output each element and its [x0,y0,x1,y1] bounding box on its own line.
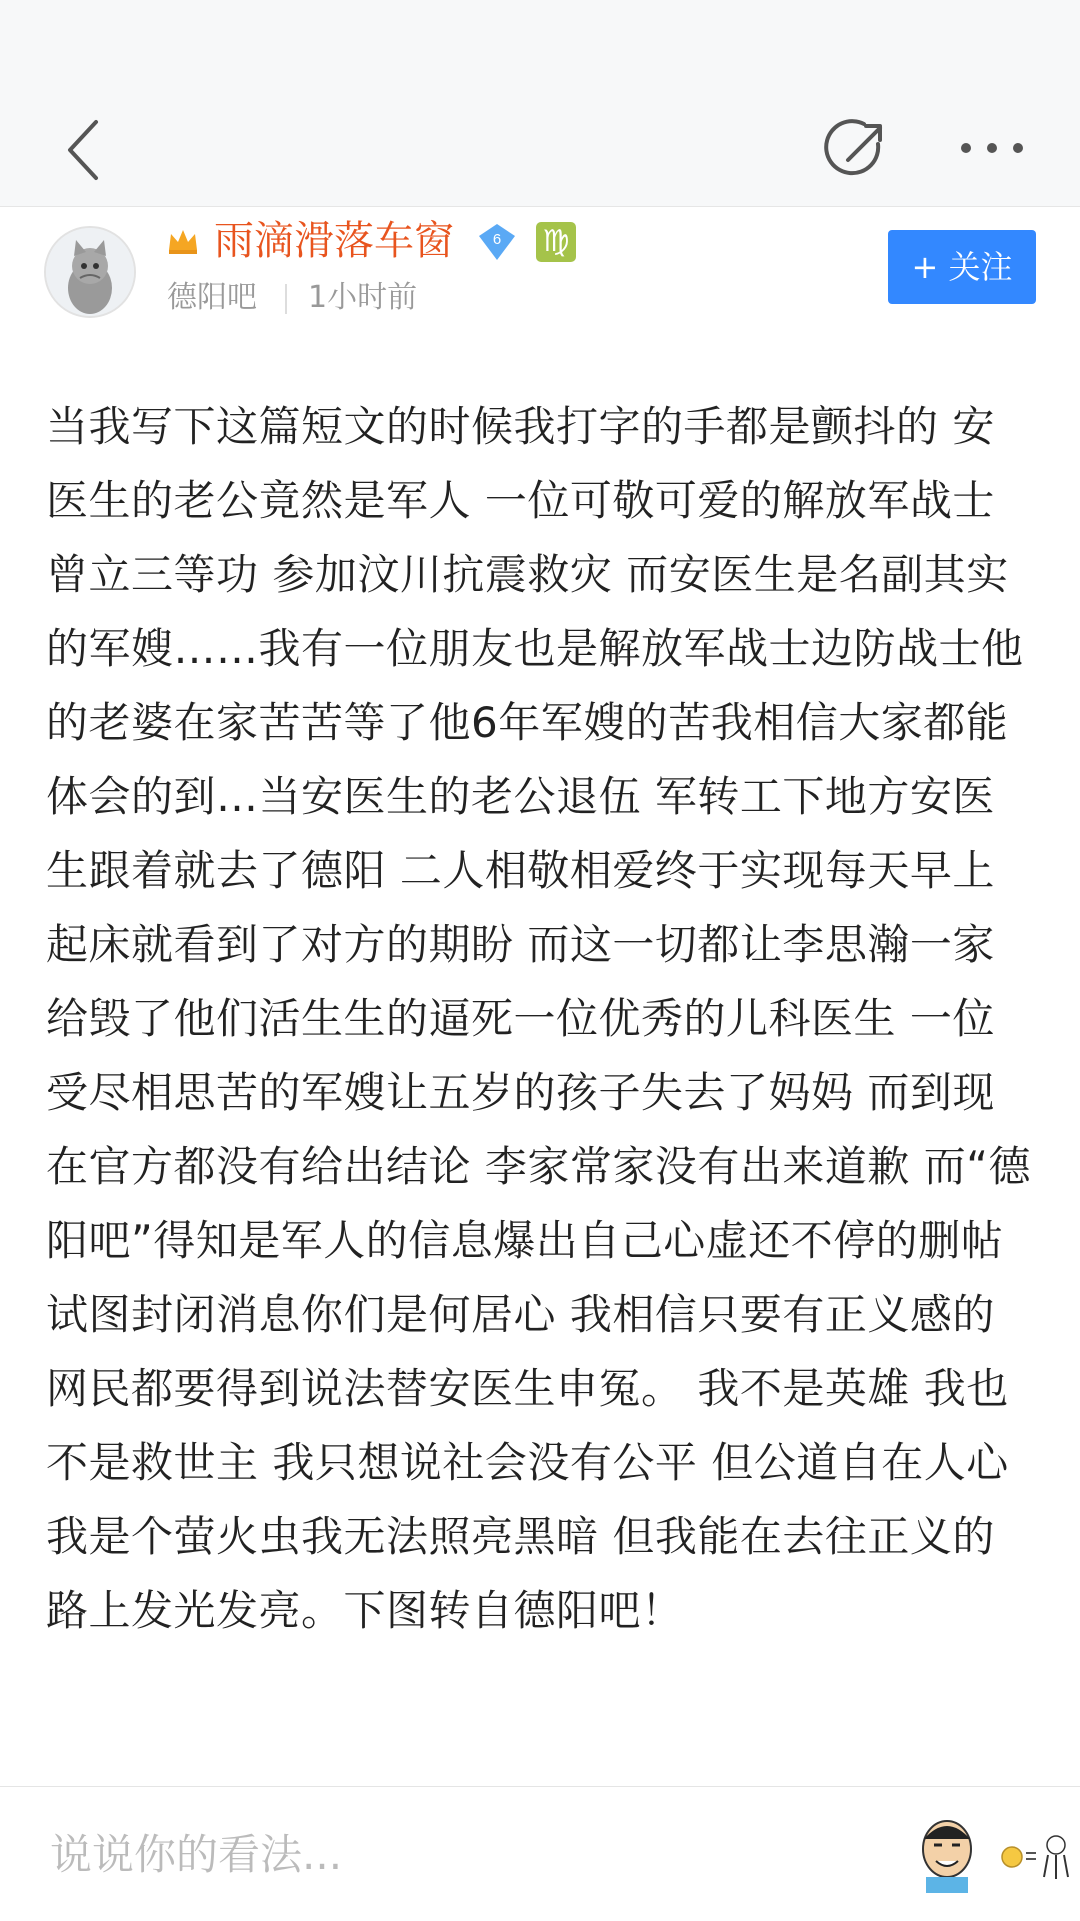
more-button[interactable] [952,108,1032,188]
author-row [0,206,1080,346]
share-button[interactable] [820,108,900,188]
comment-input[interactable]: 说说你的看法... [50,1830,343,1879]
cat-avatar-icon [46,228,134,316]
status-bar-area [0,0,1080,92]
avatar[interactable] [44,226,136,318]
follow-button[interactable]: + 关注 [888,230,1036,304]
post-content: 当我写下这篇短文的时候我打字的手都是颤抖的 安医生的老公竟然是军人 一位可敬可爱的解放军战士 曾立三等功 参加汶川抗震救灾 而安医生是名副其实的军嫂……我有一位朋友也是解放军战士边防战士他的老婆在家苦苦等了他6年军嫂的苦我相信大家都能体会的到…当安医生的老公退伍 军转工下地方安医生跟着就去了德阳 二人相敬相爱终于实现每天早上起床就看到了对方的期盼 而这一切都让李思瀚一家给毁了他们活生生的逼死一位优秀的儿科医生 一位受尽相思苦的军嫂让五岁的孩子失去了妈妈 而到现在官方都没有给出结论 李家常家没有出来道歉 而“德阳吧”得知是军人的信息爆出自己心虚还不停的删帖试图封闭消息你们是何居心 我相信只要有正义感的网民都要得到说法替安医生申冤。 我不是英雄 我也不是救世主 我只想说社会没有公平 但公道自在人心 我是个萤火虫我无法照亮黑暗 但我能在去往正义的路上发光发亮。下图转自德阳吧！ [46,402,1031,1635]
author-name[interactable]: 雨滴滑落车窗 [214,218,454,264]
comment-bar [0,1786,1080,1921]
emoji-avatar-icon[interactable] [912,1815,982,1893]
share-icon [820,108,900,188]
back-button[interactable] [48,110,128,190]
top-navigation-bar [0,92,1080,207]
level-badge-icon [476,222,518,262]
chevron-left-icon [48,110,128,190]
post-time: 1小时前 [308,280,418,315]
zodiac-badge: ♍ [536,222,576,262]
sticker-icon[interactable] [996,1827,1076,1889]
meta-divider [285,284,287,314]
more-dots-icon [952,108,1032,188]
crown-icon [166,224,200,258]
svg-text:6: 6 [492,231,502,248]
forum-name[interactable]: 德阳吧 [167,280,257,315]
